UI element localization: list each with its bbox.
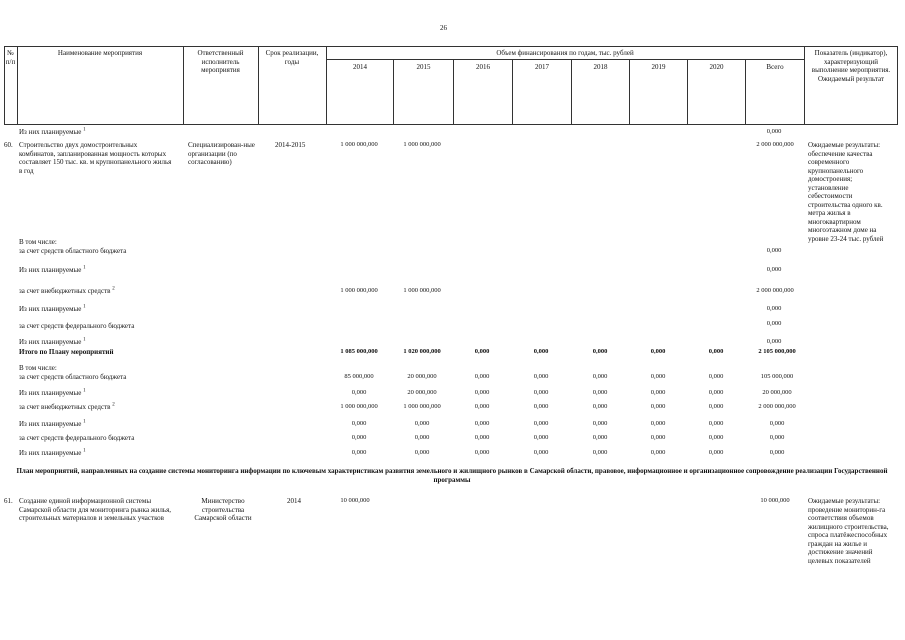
table-cell: 105 000,000 bbox=[760, 373, 794, 380]
header-indicator: Показатель (индикатор), характеризующий выполнение мероприятия. Ожидаемый результат bbox=[811, 49, 891, 83]
item-total: 2 000 000,000 bbox=[756, 141, 794, 148]
table-cell: 1 000 000,000 bbox=[340, 403, 378, 410]
row-total: 2 000 000,000 bbox=[756, 287, 794, 294]
table-cell: 0,000 bbox=[650, 449, 666, 456]
table-cell: 0,000 bbox=[474, 449, 490, 456]
row-total: 0,000 bbox=[766, 247, 782, 254]
table-cell: 2 105 000,000 bbox=[758, 348, 796, 355]
item-total: 10 000,000 bbox=[760, 497, 790, 504]
header-bottom-border bbox=[4, 124, 898, 125]
table-cell: 0,000 bbox=[414, 434, 430, 441]
header-funding-divider bbox=[326, 59, 804, 60]
table-cell: 0,000 bbox=[533, 373, 549, 380]
row-label: Из них планируемые $^1$ bbox=[19, 388, 86, 397]
item-result: Ожидаемые результаты: обеспечение качества современного крупнопанельного домостроения; установление себестоимости строительства одного кв. метра жилья в многоквартирном многоэтажном доме на уровне 23-24 тыс. рублей bbox=[808, 141, 884, 243]
section-title: План мероприятий, направленных на создание системы мониторинга информации по ключевым характеристикам развития земельного и жилищного рынков в Самарской области, правовое, информационное и организационное сопровождение реализации Государственной программы bbox=[16, 467, 888, 484]
col-border bbox=[17, 46, 18, 125]
item-value-2014: 10 000,000 bbox=[340, 497, 370, 504]
table-cell: 0,000 bbox=[650, 434, 666, 441]
table-cell: 0,000 bbox=[769, 434, 785, 441]
table-cell: 0,000 bbox=[474, 373, 490, 380]
table-cell: 0,000 bbox=[592, 449, 608, 456]
row-label: Из них планируемые $^1$ bbox=[19, 265, 86, 274]
row-label: за счет внебюджетных средств $^2$ bbox=[19, 286, 115, 295]
table-cell: 0,000 bbox=[533, 389, 549, 396]
item-number: 60. bbox=[4, 141, 13, 149]
table-cell: 0,000 bbox=[351, 389, 367, 396]
header-period: Срок реализации, годы bbox=[265, 49, 319, 66]
row-total: 0,000 bbox=[766, 305, 782, 312]
table-cell: 0,000 bbox=[474, 389, 490, 396]
row-value-2014: 1 000 000,000 bbox=[340, 287, 378, 294]
row-label: за счет средств федерального бюджета bbox=[19, 322, 135, 330]
header-year: 2017 bbox=[535, 63, 549, 71]
table-cell: 0,000 bbox=[533, 449, 549, 456]
table-cell: 0,000 bbox=[474, 403, 490, 410]
including-label: В том числе: bbox=[19, 238, 57, 246]
item-number: 61. bbox=[4, 497, 13, 505]
row-total: 0,000 bbox=[766, 128, 782, 135]
row-total: 0,000 bbox=[766, 320, 782, 327]
item-name: Строительство двух домостроительных комбинатов, запланированная мощность которых составляет 150 тыс. кв. м крупнопанельного жилья в год bbox=[19, 141, 172, 175]
row-label: Из них планируемые $^1$ bbox=[19, 127, 86, 136]
item-responsible: Специализирован-ные организации (по согласованию) bbox=[188, 141, 255, 166]
table-cell: 0,000 bbox=[708, 348, 724, 355]
item-value-2015: 1 000 000,000 bbox=[403, 141, 441, 148]
header-year: 2015 bbox=[416, 63, 431, 71]
header-total: Всего bbox=[766, 63, 784, 71]
table-cell: 0,000 bbox=[650, 403, 666, 410]
table-cell: 20 000,000 bbox=[762, 389, 792, 396]
row-label: за счет внебюджетных средств $^2$ bbox=[19, 402, 115, 411]
table-cell: 0,000 bbox=[592, 348, 608, 355]
row-label: Из них планируемые $^1$ bbox=[19, 419, 86, 428]
item-result: Ожидаемые результаты: проведение мониторин-га соответствия объемов жилищного строительства, спроса платёжеспособных граждан на жилье и достижение значений целевых показателей bbox=[808, 497, 889, 565]
row-label: за счет средств федерального бюджета bbox=[19, 434, 135, 442]
table-cell: 20 000,000 bbox=[407, 389, 437, 396]
table-cell: 0,000 bbox=[708, 420, 724, 427]
table-cell: 1 000 000,000 bbox=[403, 403, 441, 410]
header-top-border bbox=[4, 46, 898, 47]
table-cell: 0,000 bbox=[533, 420, 549, 427]
row-label: Из них планируемые $^1$ bbox=[19, 304, 86, 313]
including-label: В том числе: bbox=[19, 364, 57, 372]
table-cell: 0,000 bbox=[351, 449, 367, 456]
row-label: за счет средств областного бюджета bbox=[19, 247, 127, 255]
col-border bbox=[804, 46, 805, 125]
header-year: 2020 bbox=[709, 63, 724, 71]
row-total: 0,000 bbox=[766, 266, 782, 273]
item-name: Создание единой информационной системы Самарской области для мониторинга рынка жилья, строительных материалов и земельных участков bbox=[19, 497, 172, 522]
table-cell: 0,000 bbox=[708, 449, 724, 456]
table-cell: 0,000 bbox=[474, 434, 490, 441]
table-cell: 0,000 bbox=[650, 373, 666, 380]
table-cell: 0,000 bbox=[650, 389, 666, 396]
table-cell: 0,000 bbox=[592, 389, 608, 396]
col-border bbox=[326, 46, 327, 125]
table-cell: 0,000 bbox=[414, 420, 430, 427]
table-cell: 20 000,000 bbox=[407, 373, 437, 380]
row-value-2015: 1 000 000,000 bbox=[403, 287, 441, 294]
table-cell: 0,000 bbox=[769, 449, 785, 456]
table-cell: 0,000 bbox=[351, 434, 367, 441]
table-cell: 0,000 bbox=[708, 434, 724, 441]
header-year: 2019 bbox=[651, 63, 666, 71]
table-cell: 0,000 bbox=[592, 403, 608, 410]
table-cell: 0,000 bbox=[414, 449, 430, 456]
table-cell: 0,000 bbox=[592, 434, 608, 441]
header-funding: Объем финансирования по годам, тыс. рублей bbox=[496, 49, 634, 57]
item-value-2014: 1 000 000,000 bbox=[340, 141, 378, 148]
header-year: 2018 bbox=[593, 63, 608, 71]
row-label: Из них планируемые $^1$ bbox=[19, 448, 86, 457]
page-number: 26 bbox=[440, 24, 447, 32]
table-cell: 1 085 000,000 bbox=[340, 348, 378, 355]
header-responsible: Ответственный исполнитель мероприятия bbox=[197, 49, 244, 74]
table-cell: 0,000 bbox=[474, 420, 490, 427]
item-period: 2014-2015 bbox=[275, 141, 306, 149]
table-cell: 0,000 bbox=[769, 420, 785, 427]
row-total: 0,000 bbox=[766, 338, 782, 345]
table-cell: 0,000 bbox=[533, 403, 549, 410]
table-cell: 0,000 bbox=[650, 420, 666, 427]
itogo-label: Итого по Плану мероприятий bbox=[19, 348, 114, 356]
header-no: № п/п bbox=[5, 49, 16, 66]
item-responsible: Министерство строительства Самарской области bbox=[194, 497, 252, 522]
header-name: Наименование мероприятия bbox=[57, 49, 143, 57]
table-cell: 1 020 000,000 bbox=[403, 348, 441, 355]
row-label: за счет средств областного бюджета bbox=[19, 373, 127, 381]
table-cell: 0,000 bbox=[533, 348, 549, 355]
table-cell: 0,000 bbox=[708, 389, 724, 396]
table-cell: 85 000,000 bbox=[344, 373, 374, 380]
table-cell: 0,000 bbox=[533, 434, 549, 441]
table-cell: 0,000 bbox=[592, 420, 608, 427]
row-label: Из них планируемые $^1$ bbox=[19, 337, 86, 346]
table-cell: 0,000 bbox=[708, 373, 724, 380]
col-border bbox=[897, 46, 898, 125]
table-cell: 2 000 000,000 bbox=[758, 403, 796, 410]
table-cell: 0,000 bbox=[592, 373, 608, 380]
table-cell: 0,000 bbox=[650, 348, 666, 355]
table-cell: 0,000 bbox=[474, 348, 490, 355]
item-period: 2014 bbox=[287, 497, 301, 505]
table-cell: 0,000 bbox=[708, 403, 724, 410]
header-year: 2014 bbox=[353, 63, 367, 71]
table-cell: 0,000 bbox=[351, 420, 367, 427]
header-year: 2016 bbox=[476, 63, 490, 71]
